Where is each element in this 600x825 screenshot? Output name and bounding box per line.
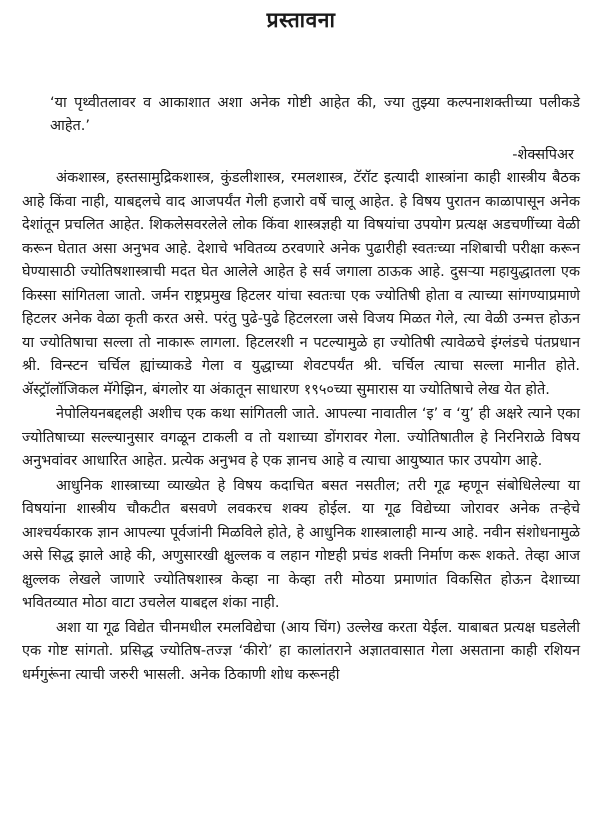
epigraph-quote: ‘या पृथ्वीतलावर व आकाशात अशा अनेक गोष्टी आहेत की, ज्या तुझ्या कल्पनाशक्तीच्या पलीकडे आहेत.’	[50, 95, 580, 134]
paragraph: अंकशास्त्र, हस्तसामुद्रिकशास्त्र, कुंडलीशास्त्र, रमलशास्त्र, टॅरॉट इत्यादी शास्त्रांना काही शास्त्रीय बैठक आहे किंवा नाही, याबद्दलचे वाद आजपर्यंत गेली हजारो वर्षे चालू आहेत. हे विषय पुरातन काळापासून अनेक देशांतून प्रचलित आहेत. शिकलेसवरलेले लोक किंवा शास्त्रज्ञही या विषयांचा उपयोग प्रत्यक्ष अडचणींच्या वेळी करून घेतात असा अनुभव आहे. देशाचे भवितव्य ठरवणारे अनेक पुढारीही स्वतःच्या नशिबाची परीक्षा करून घेण्यासाठी ज्योतिषशास्त्राची मदत घेत आलेले आहेत हे सर्व जगाला ठाऊक आहे. दुसऱ्या महायुद्धातला एक किस्सा सांगितला जातो. जर्मन राष्ट्रप्रमुख हिटलर यांचा स्वतःचा एक ज्योतिषी होता व त्याच्या सांगण्याप्रमाणे हिटलर अनेक वेळा कृती करत असे. परंतु पुढे-पुढे हिटलरला जसे विजय मिळत गेले, त्या वेळी उन्मत्त होऊन या ज्योतिषाचा सल्ला तो नाकारू लागला. हिटलरशी न पटल्यामुळे हा ज्योतिषी त्यावेळचे इंग्लंडचे पंतप्रधान श्री. विन्स्टन चर्चिल ह्यांच्याकडे गेला व युद्धाच्या शेवटपर्यंत श्री. चर्चिल त्याचा सल्ला मानीत होते. ॲस्ट्रॉलॉजिकल मॅगेझिन, बंगलोर या अंकातून साधारण १९५०च्या सुमारास या ज्योतिषाचे लेख येत होते.	[22, 170, 580, 398]
page-title: प्रस्तावना	[266, 8, 336, 32]
paragraph: अशा या गूढ विद्येत चीनमधील रमलविद्येचा (आय चिंग) उल्लेख करता येईल. याबाबत प्रत्यक्ष घडलेली एक गोष्ट सांगतो. प्रसिद्ध ज्योतिष-तज्ज्ञ ‘कीरो’ हा कालांतराने अज्ञातवासात गेला असताना काही रशियन धर्मगुरूंना त्याची जरुरी भासली. अनेक ठिकाणी शोध करूनही	[22, 619, 580, 683]
paragraph: आधुनिक शास्त्राच्या व्याख्येत हे विषय कदाचित बसत नसतील; तरी गूढ म्हणून संबोधिलेल्या या विषयांना शास्त्रीय चौकटीत बसवणे लवकरच शक्य होईल. या गूढ विद्येच्या जोरावर अनेक तऱ्हेचे आश्चर्यकारक ज्ञान आपल्या पूर्वजांनी मिळविले होते, हे आधुनिक शास्त्रालाही मान्य आहे. नवीन संशोधनामुळे असे सिद्ध झाले आहे की, अणुसारखी क्षुल्लक व लहान गोष्टही प्रचंड शक्ती निर्माण करू शकते. तेव्हा आज क्षुल्लक लेखले जाणारे ज्योतिषशास्त्र केव्हा ना केव्हा तरी मोठया प्रमाणांत विकसित होऊन देशाच्या भवितव्यात मोठा वाटा उचलेल याबद्दल शंका नाही.	[22, 477, 580, 611]
epigraph-attribution: -शेक्सपिअर	[512, 147, 574, 163]
paragraph: नेपोलियनबद्दलही अशीच एक कथा सांगितली जाते. आपल्या नावातील ‘इ’ व ‘यु’ ही अक्षरे त्याने एका ज्योतिषाच्या सल्ल्यानुसार वगळून टाकली व तो यशाच्या डोंगरावर गेला. ज्योतिषातील हे निरनिराळे विषय अनुभवांवर आधारित आहेत. प्रत्येक अनुभव हे एक ज्ञानच आहे व त्याचा आयुष्यात फार उपयोग आहे.	[22, 406, 580, 469]
